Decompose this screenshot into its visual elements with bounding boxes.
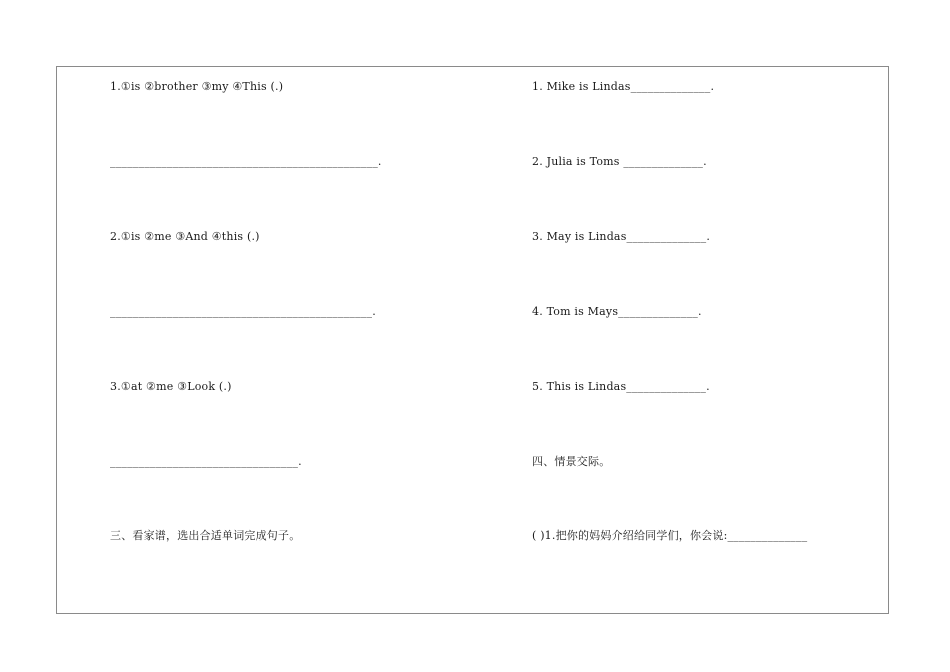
question-1-answer-blank: _______________________________________________.	[110, 155, 382, 168]
situational-question-1: ( )1.把你的妈妈介绍给同学们，你会说:______________	[532, 529, 808, 542]
question-2-word-order: 2.①is ②me ③And ④this (.)	[110, 230, 260, 243]
question-3-answer-blank: _________________________________.	[110, 455, 302, 468]
family-sentence-3: 3. May is Lindas______________.	[532, 230, 711, 243]
question-3-word-order: 3.①at ②me ③Look (.)	[110, 380, 232, 393]
family-sentence-2: 2. Julia is Toms ______________.	[532, 155, 707, 168]
family-sentence-5: 5. This is Lindas______________.	[532, 380, 710, 393]
question-1-word-order: 1.①is ②brother ③my ④This (.)	[110, 80, 284, 93]
family-sentence-4: 4. Tom is Mays______________.	[532, 305, 702, 318]
section-3-heading: 三、看家谱，选出合适单词完成句子。	[110, 529, 301, 542]
family-sentence-1: 1. Mike is Lindas______________.	[532, 80, 715, 93]
section-4-heading: 四、情景交际。	[532, 455, 611, 468]
question-2-answer-blank: ______________________________________________.	[110, 305, 376, 318]
